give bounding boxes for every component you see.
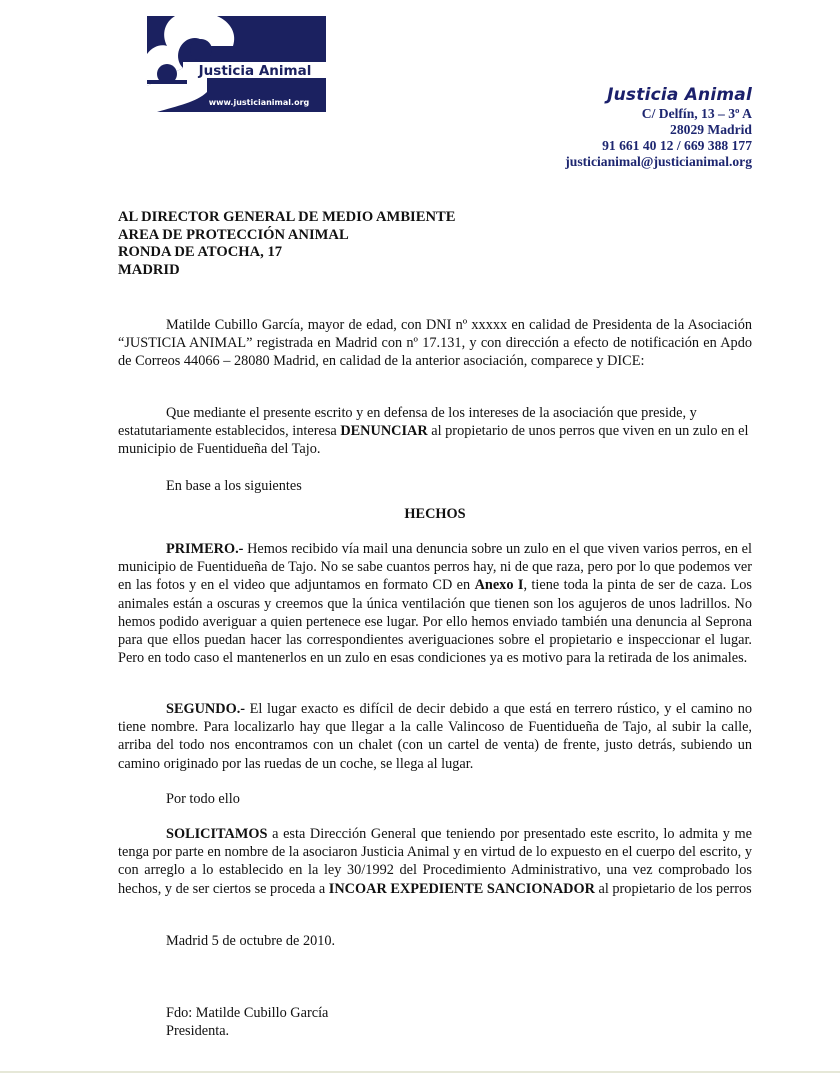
request-keyword: INCOAR EXPEDIENTE SANCIONADOR [328, 880, 595, 897]
logo-url-text: www.justicianimal.org [208, 98, 310, 107]
request-paragraph [118, 825, 752, 898]
complaint-paragraph [118, 404, 752, 459]
request-text-after: al propietario de los perros [594, 880, 752, 897]
complaint-text-before: Que mediante el presente escrito y en defensa de los intereses de la asociación que preside, y estatutariamente establecidos, interesa [118, 405, 697, 440]
justicia-animal-logo [147, 16, 326, 112]
second-fact-text: El lugar exacto es difícil de decir debido a que está en terrero rústico, y el camino no tiene nombre. Para localizarlo hay que llegar a la calle Valincoso de Fuentidueña de Tajo, al subir la calle, arriba del todo nos encontramos con un chalet (con un cartel de venta) de frente, justo detrás, subiendo un camino originado por las ruedas de un coche, se llega al lugar. [118, 701, 752, 772]
first-fact-paragraph [118, 540, 752, 667]
second-fact-label: SEGUNDO.- [166, 701, 246, 717]
letterhead-city: 28029 Madrid [670, 122, 752, 137]
first-fact-text-after: , tiene toda la pinta de ser de caza. Los animales están a oscuras y creemos que la única ventilación que tienen son los agujeros de unos ladrillos. No hemos podido averiguar a quien pertenece ese lugar. Por ello hemos enviado también una denuncia al Seprona para que ellos puedan hacer las correspondientes averiguaciones sobre el propietario e inspeccionar el lugar. Pero en todo caso el mantenerlos en un zulo en esas condiciones ya es motivo para la retirada de los animales. [118, 577, 752, 667]
addressee-line: AL DIRECTOR GENERAL DE MEDIO AMBIENTE [118, 209, 456, 225]
page-bottom-rule [0, 1071, 840, 1073]
date-line: Madrid 5 de octubre de 2010. [166, 933, 336, 949]
basis-paragraph: En base a los siguientes [166, 478, 302, 494]
letterhead-email: justicianimal@justicianimal.org [565, 154, 752, 169]
letterhead [565, 84, 752, 170]
signature-name: Fdo: Matilde Cubillo García [166, 1005, 329, 1021]
request-text-before: a esta Dirección General que teniendo por presentado este escrito, lo admita y me tenga por parte en nombre de la asociaron Justicia Animal y en virtud de lo expuesto en el cuerpo del escrito, y con arreglo a lo establecido en la ley 30/1992 del Procedimiento Administrativo, una vez comprobado los hechos, y de ser ciertos se proceda a [118, 826, 752, 897]
first-fact-label: PRIMERO.- [166, 541, 244, 557]
complaint-keyword: DENUNCIAR [340, 423, 428, 440]
signature-title: Presidenta. [166, 1023, 230, 1040]
logo-graphic [147, 16, 326, 112]
letterhead-org: Justicia Animal [607, 85, 752, 105]
addressee-block [118, 209, 455, 279]
annex-reference: Anexo I [474, 577, 524, 594]
facts-heading: HECHOS [404, 506, 466, 522]
logo-stroke-upper [201, 57, 326, 61]
therefore-paragraph: Por todo ello [166, 791, 240, 807]
addressee-line: RONDA DE ATOCHA, 17 [118, 244, 283, 261]
logo-stroke-lower [147, 80, 187, 84]
letterhead-phones: 91 661 40 12 / 669 388 177 [602, 138, 752, 153]
addressee-line: MADRID [118, 261, 180, 278]
complaint-text-after: al propietario de unos perros que viven en un zulo en el municipio de Fuentidueña del Tajo. [118, 423, 749, 458]
intro-paragraph: Matilde Cubillo García, mayor de edad, con DNI nº xxxxx en calidad de Presidenta de la Asociación “JUSTICIA ANIMAL” registrada en Madrid con nº 17.131, y con dirección a efecto de notificación en Apdo de Correos 44066 – 28080 Madrid, en calidad de la anterior asociación, comparece y DICE: [118, 317, 752, 370]
addressee-line: AREA DE PROTECCIÓN ANIMAL [118, 226, 349, 243]
logo-name-text: Justicia Animal [198, 63, 312, 79]
request-label: SOLICITAMOS [166, 826, 268, 842]
letterhead-address: C/ Delfín, 13 – 3º A [641, 106, 752, 121]
second-fact-paragraph [118, 700, 752, 773]
first-fact-text-before: Hemos recibido vía mail una denuncia sobre un zulo en el que viven varios perros, en el municipio de Fuentidueña de Tajo. No se sabe cuantos perros hay, ni de que raza, pero por lo que podemos ver en las fotos y en el video que adjuntamos en formato CD en [118, 541, 752, 594]
signature-block [118, 1004, 752, 1040]
